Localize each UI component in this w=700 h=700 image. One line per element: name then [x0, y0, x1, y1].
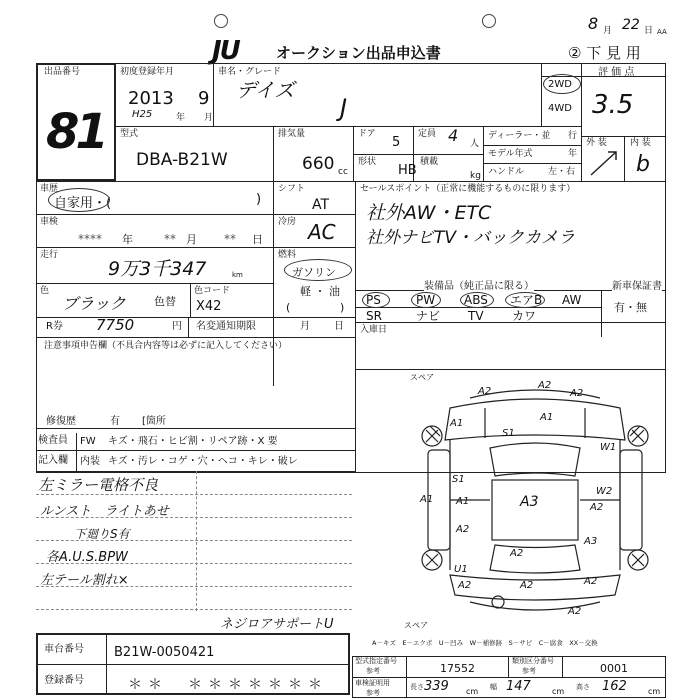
width-label: 幅 — [490, 683, 497, 691]
equip-circle-icon — [505, 292, 545, 308]
handle-label: ハンドル — [488, 167, 525, 177]
color-change-label: 色替 — [154, 295, 176, 308]
inspection-day-unit: 日 — [252, 233, 263, 246]
inspector-label-2: 記入欄 — [38, 455, 68, 466]
model-year-label: モデル年式 — [488, 149, 533, 159]
color-code-label: 色コード — [194, 286, 231, 296]
r-ticket-value: 7750 — [96, 316, 135, 334]
length-unit: cm — [466, 687, 479, 696]
displacement-unit: cc — [338, 167, 348, 177]
equip-leather: カワ — [512, 309, 537, 323]
mark-a2: A2 — [590, 502, 604, 513]
car-name-value: デイズ — [236, 78, 295, 102]
color-value: ブラック — [62, 294, 126, 313]
load-unit: kg — [470, 171, 481, 181]
designation-value: 17552 — [440, 662, 475, 675]
month-unit: 月 — [204, 113, 214, 123]
r-ticket-unit: 円 — [172, 321, 182, 332]
designation-sub: 参考 — [366, 667, 380, 675]
mark-a2: A2 — [568, 606, 582, 617]
note-line-5: 左テール割れ× — [40, 573, 129, 588]
spare-label: スペア — [410, 373, 434, 382]
category-value: 0001 — [600, 662, 628, 675]
interior-grade: b — [636, 152, 650, 177]
note-line-2: ルンスト ライトあせ — [40, 504, 169, 519]
inspection-year: **** — [78, 232, 102, 246]
displacement-label: 排気量 — [278, 129, 306, 139]
repair-label: 修復歴 — [46, 416, 76, 427]
handle-options: 左・右 — [548, 167, 576, 177]
cert-sub: 参考 — [366, 689, 380, 697]
mark-a2: A2 — [570, 388, 584, 399]
shift-value: AT — [312, 197, 330, 213]
registration-label: 初度登録年月 — [120, 67, 175, 77]
lot-label: 出品番号 — [44, 67, 81, 77]
color-label: 色 — [40, 286, 50, 296]
note-line-6: ネジロアサポートU — [220, 617, 334, 632]
width-value: 147 — [506, 679, 531, 694]
aircon-label: 冷房 — [278, 217, 297, 227]
score-value: 3.5 — [592, 90, 634, 120]
drive-4wd: 4WD — [548, 103, 572, 114]
punch-hole-icon — [482, 14, 496, 28]
spare-label-visible: スペア — [404, 621, 428, 630]
equip-sr: SR — [366, 309, 382, 323]
equipment-label: 装備品（純正品に限る） — [424, 281, 534, 292]
length-label: 長さ — [410, 683, 424, 691]
model-value: DBA-B21W — [136, 150, 228, 170]
fuel-value: ガソリン — [292, 266, 336, 279]
dealer-label: ディーラー・並 — [488, 131, 551, 141]
history-close: ) — [256, 192, 262, 207]
drive-circle-icon — [543, 74, 581, 94]
mark-s1: S1 — [502, 428, 515, 439]
mark-a2: A2 — [456, 524, 470, 535]
history-value: 自家用・( — [54, 196, 112, 211]
tax-notice-month: 月 — [300, 321, 310, 332]
shape-label: 形状 — [358, 157, 377, 167]
exterior-arrow-icon — [588, 148, 622, 178]
equip-aw: AW — [562, 293, 582, 307]
date-aa: AA — [657, 28, 667, 36]
tax-notice-day: 日 — [334, 321, 344, 332]
tax-notice-label: 名変通知期限 — [196, 321, 256, 332]
chassis-value: B21W-0050421 — [114, 645, 215, 660]
registration-month: 9 — [198, 88, 210, 109]
capacity-label: 定員 — [418, 129, 437, 139]
damage-legend: A－キズ E－エクボ U－凹み W－補修跡 S－サビ C－腐食 XX－交換 — [372, 639, 598, 647]
notes-label: 注意事項申告欄（不具合内容等は必ずに記入してください） — [44, 341, 288, 351]
mark-a2: A2 — [520, 580, 534, 591]
equip-circle-icon — [362, 292, 390, 308]
car-grade: J — [340, 94, 348, 122]
exterior-label: 外 装 — [586, 138, 607, 148]
mark-s1: S1 — [452, 474, 465, 485]
car-name-label: 車名・グレード — [218, 67, 282, 77]
mileage-label: 走行 — [40, 250, 59, 260]
chassis-label: 車台番号 — [44, 644, 84, 655]
inspection-month-unit: 月 — [186, 233, 197, 246]
doors-label: ドア — [358, 129, 376, 139]
date-month-suffix: 月 — [603, 26, 613, 36]
mark-a1: A1 — [456, 496, 470, 507]
inspector-row1-prefix: FW — [80, 436, 96, 447]
equip-ps: PS — [366, 293, 381, 307]
inspection-day: ** — [224, 232, 236, 246]
registration-era: H25 — [132, 109, 153, 120]
warranty-value: 有・無 — [614, 301, 647, 314]
equip-circle-icon — [460, 292, 494, 308]
model-year-unit: 年 — [568, 149, 578, 159]
mark-a2: A2 — [538, 380, 552, 391]
repair-value: 有 — [110, 416, 120, 427]
height-value: 162 — [602, 679, 627, 694]
inspection-label: 車検 — [40, 217, 59, 227]
mark-a2: A2 — [478, 386, 492, 397]
copy-label: ② 下 見 用 — [568, 44, 641, 62]
inspector-row1: キズ・飛石・ヒビ割・リペア跡・X 要 — [108, 436, 278, 447]
mark-a1: A1 — [450, 418, 464, 429]
mark-w2: W2 — [596, 486, 613, 497]
mark-w1: W1 — [600, 442, 617, 453]
fuel-paren-close: ) — [340, 301, 345, 314]
inspector-row2-prefix: 内装 — [80, 456, 100, 467]
inspection-year-unit: 年 — [122, 233, 133, 246]
mark-a2: A2 — [510, 548, 524, 559]
fuel-circle-icon — [284, 259, 352, 281]
fuel-label: 燃料 — [278, 250, 297, 260]
doors-value: 5 — [392, 135, 401, 150]
r-ticket-label: R券 — [46, 321, 63, 332]
shift-label: シフト — [278, 184, 306, 194]
repair-location: [箇所 — [142, 416, 166, 427]
note-line-3: 下廻りS有 — [74, 527, 130, 541]
equip-airbag: エアB — [510, 293, 543, 307]
height-label: 高さ — [576, 683, 590, 691]
arrival-label: 入庫日 — [360, 325, 388, 335]
date-day-suffix: 日 — [644, 26, 654, 36]
model-label: 型式 — [120, 129, 139, 139]
note-line-4: 各A.U.S.BPW — [46, 550, 128, 565]
drive-2wd: 2WD — [548, 79, 572, 90]
mark-u1: U1 — [454, 564, 468, 575]
fuel-light-oil: 軽 ・ 油 — [300, 285, 340, 298]
inspection-month: ** — [164, 232, 176, 246]
width-unit: cm — [552, 687, 565, 696]
year-unit: 年 — [176, 113, 186, 123]
mark-a3: A3 — [520, 494, 539, 510]
aircon-value: AC — [308, 220, 336, 244]
capacity-value: 4 — [448, 126, 459, 145]
mark-a2: A2 — [584, 576, 598, 587]
note-line-1: 左ミラー電格不良 — [38, 476, 159, 494]
selling-point-2: 社外ナビTV・バックカメラ — [366, 228, 576, 248]
selling-points-label: セールスポイント（正常に機能するものに限ります） — [360, 184, 576, 194]
length-value: 339 — [424, 679, 449, 694]
category-label: 類別区分番号 — [512, 657, 554, 665]
mark-a1: A1 — [540, 412, 554, 423]
punch-hole-icon — [214, 14, 228, 28]
inspector-label-1: 検査員 — [38, 435, 68, 446]
fuel-paren-open: ( — [286, 301, 291, 314]
shape-value: HB — [398, 163, 417, 178]
mark-a3: A3 — [584, 536, 598, 547]
score-label: 評 価 点 — [598, 67, 635, 78]
color-code-value: X42 — [196, 299, 222, 314]
displacement-value: 660 — [302, 154, 335, 174]
date-month: 8 — [588, 14, 599, 33]
logo: JU — [212, 36, 239, 66]
mileage-value: 9万3千347 — [108, 258, 207, 280]
registration-year: 2013 — [128, 88, 174, 109]
selling-point-1: 社外AW・ETC — [366, 202, 492, 224]
dealer-label-b: 行 — [568, 131, 578, 141]
cert-label: 車検証明用 — [355, 679, 390, 687]
mileage-unit: km — [232, 271, 243, 279]
height-unit: cm — [648, 687, 661, 696]
lot-number: 81 — [46, 104, 105, 160]
mark-a1: A1 — [420, 494, 434, 505]
inspector-row2: キズ・汚レ・コゲ・穴・ヘコ・キレ・破レ — [108, 456, 298, 467]
equip-navi: ナビ — [416, 309, 441, 323]
form-title: オークション出品申込書 — [276, 44, 441, 62]
capacity-unit: 人 — [470, 139, 480, 149]
designation-label: 型式指定番号 — [355, 657, 397, 665]
mark-a2: A2 — [458, 580, 472, 591]
equip-tv: TV — [468, 309, 484, 323]
date-day: 22 — [622, 17, 640, 33]
history-circle-icon — [48, 188, 110, 212]
reg-number-value: ＊＊ ＊＊＊＊＊＊＊ — [128, 677, 328, 693]
equip-abs: ABS — [464, 293, 488, 307]
load-label: 積載 — [420, 157, 439, 167]
interior-label: 内 装 — [630, 138, 651, 148]
history-label: 車歴 — [40, 184, 59, 194]
warranty-label: 新車保証書 — [612, 281, 662, 292]
equip-circle-icon — [411, 292, 441, 308]
category-sub: 参考 — [522, 667, 536, 675]
car-damage-diagram — [410, 373, 660, 625]
equip-pw: PW — [416, 293, 436, 307]
reg-number-label: 登録番号 — [44, 675, 84, 686]
